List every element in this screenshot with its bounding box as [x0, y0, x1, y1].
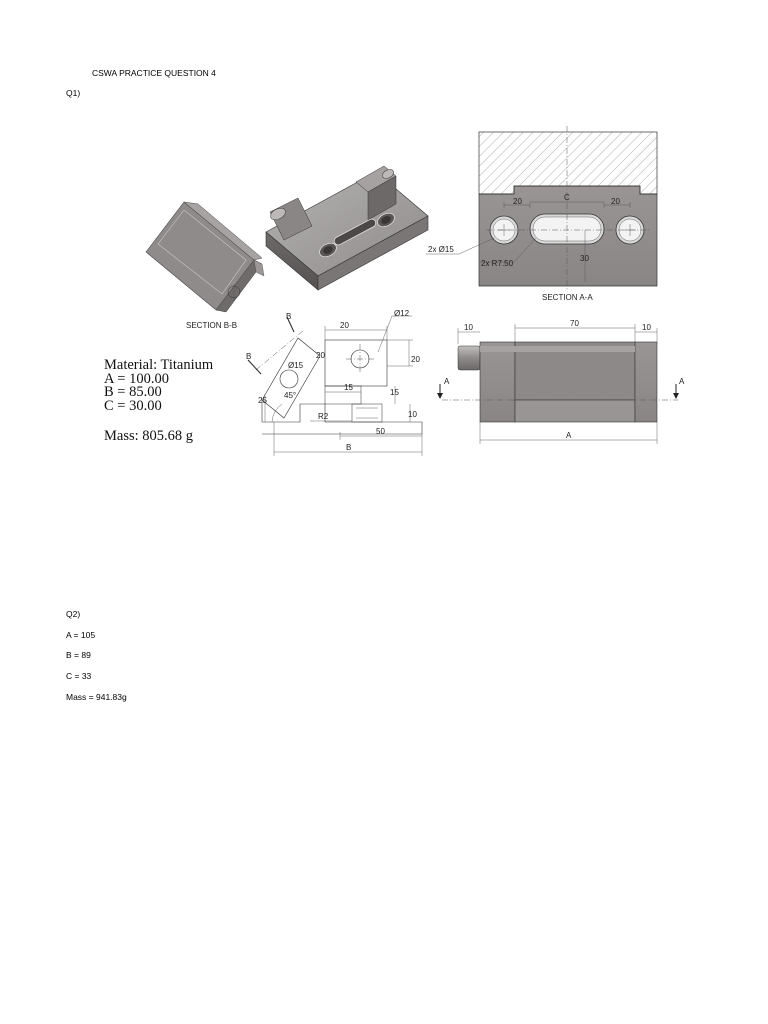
b-value: B = 85.00: [104, 384, 162, 400]
dim-70: 70: [570, 319, 579, 328]
dim-d15: Ø15: [288, 361, 304, 370]
material-label: Material: Titanium: [104, 357, 214, 373]
dim-15-h: 15: [344, 383, 353, 392]
material-spec: [104, 357, 214, 444]
a-marker-left: A: [444, 377, 450, 386]
b-marker-top: B: [286, 312, 292, 321]
dim-25: 25: [258, 396, 267, 405]
dim-50: 50: [376, 427, 385, 436]
section-aa-label: SECTION A-A: [542, 293, 593, 302]
dim-c: C: [564, 193, 570, 202]
engineering-drawing: [66, 104, 716, 476]
dim-r2: R2: [318, 412, 329, 421]
isometric-view: [266, 166, 428, 290]
dim-10-small: 10: [408, 410, 417, 419]
dim-a: A: [566, 431, 572, 440]
mass-value: Mass: 805.68 g: [104, 428, 194, 444]
dim-20-top: 20: [340, 321, 349, 330]
question-1-label: Q1): [66, 88, 81, 98]
dim-10-right: 10: [642, 323, 651, 332]
dim-d12: Ø12: [394, 309, 410, 318]
dim-45-angle: 45°: [284, 391, 297, 400]
dim-30: 30: [580, 254, 589, 263]
section-bb-view: [146, 202, 264, 330]
dim-20-right: 20: [611, 197, 620, 206]
dim-radius: 2x R7.50: [481, 259, 514, 268]
q2-a-value: A = 105: [66, 630, 96, 640]
front-view: [246, 309, 422, 456]
page-title: CSWA PRACTICE QUESTION 4: [92, 68, 216, 78]
q2-mass-value: Mass = 941.83g: [66, 692, 127, 702]
a-marker-right: A: [679, 377, 685, 386]
a-value: A = 100.00: [104, 371, 169, 387]
b-marker-left: B: [246, 352, 252, 361]
drawing-canvas: [66, 104, 716, 476]
question-2-label: Q2): [66, 609, 81, 619]
dim-20-left: 20: [513, 197, 522, 206]
q2-b-value: B = 89: [66, 650, 91, 660]
dim-holes: 2x Ø15: [428, 245, 454, 254]
dim-10-left: 10: [464, 323, 473, 332]
c-value: C = 30.00: [104, 398, 162, 414]
dim-b: B: [346, 443, 352, 452]
dim-20-angle: 20: [316, 351, 325, 360]
section-bb-label: SECTION B-B: [186, 321, 238, 330]
section-aa-view: [426, 126, 657, 302]
side-view: [437, 319, 685, 444]
dim-20-right-side: 20: [411, 355, 420, 364]
dim-15-v: 15: [390, 388, 399, 397]
q2-c-value: C = 33: [66, 671, 92, 681]
